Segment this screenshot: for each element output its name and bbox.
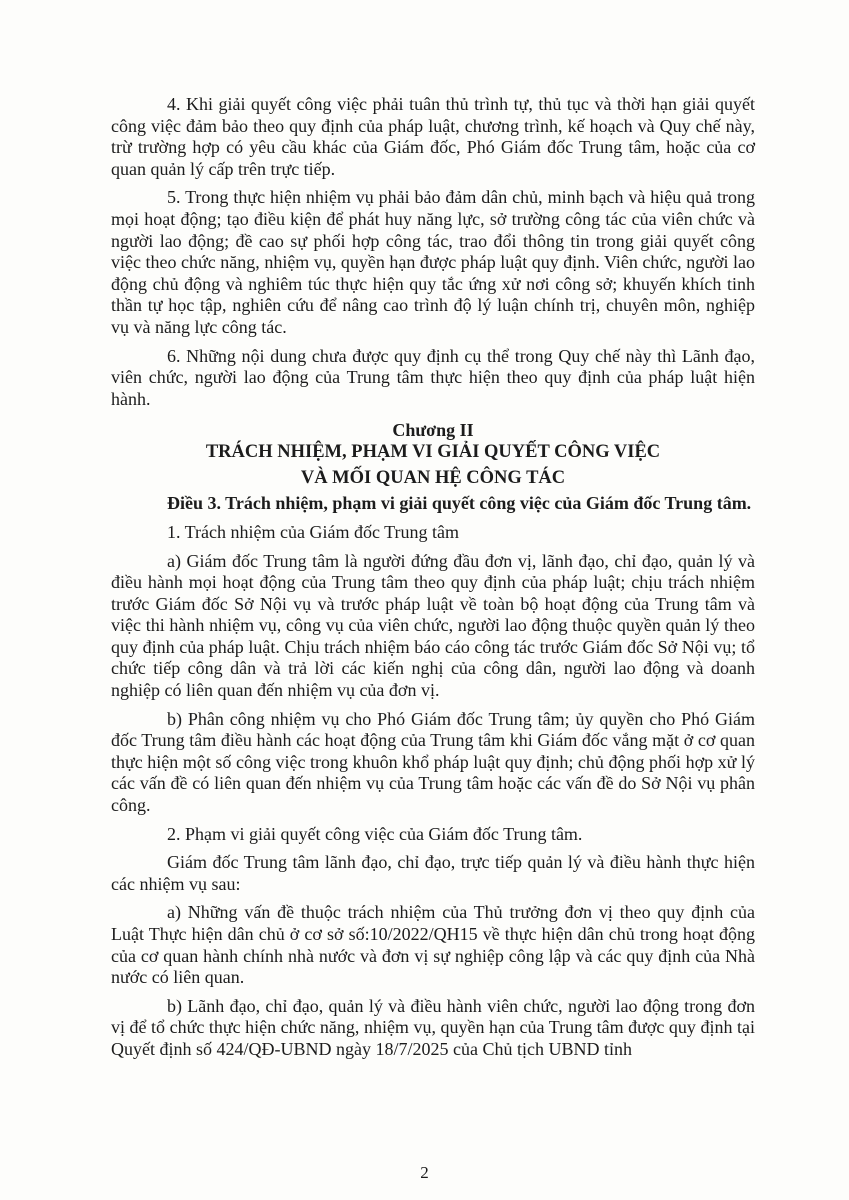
article-3-item-2b: b) Lãnh đạo, chỉ đạo, quản lý và điều hành viên chức, người lao động trong đơn vị để tổ chức thực hiện chức năng, nhiệm vụ, quyền hạn của Trung tâm được quy định tại Quyết định số 424/QĐ-UBND ngày 18/7/2025 của Chủ tịch UBND tỉnh — [111, 995, 755, 1059]
chapter-title-line2: VÀ MỐI QUAN HỆ CÔNG TÁC — [300, 468, 566, 489]
page-number: 2 — [420, 1163, 429, 1182]
paragraph-6: 6. Những nội dung chưa được quy định cụ thể trong Quy chế này thì Lãnh đạo, viên chức, người lao động của Trung tâm thực hiện theo quy định của pháp luật hiện hành. — [111, 345, 755, 409]
chapter-title-line1: TRÁCH NHIỆM, PHẠM VI GIẢI QUYẾT CÔNG VIỆC — [205, 442, 661, 463]
paragraph-4: 4. Khi giải quyết công việc phải tuân thủ trình tự, thủ tục và thời hạn giải quyết công việc đảm bảo theo quy định của pháp luật, chương trình, kế hoạch và Quy chế này, trừ trường hợp có yêu cầu khác của Giám đốc, Phó Giám đốc Trung tâm, hoặc của cơ quan quản lý cấp trên trực tiếp. — [111, 94, 755, 179]
article-3-item-2: 2. Phạm vi giải quyết công việc của Giám đốc Trung tâm. — [167, 823, 583, 844]
article-3-item-1a: a) Giám đốc Trung tâm là người đứng đầu đơn vị, lãnh đạo, chỉ đạo, quản lý và điều hành mọi hoạt động của Trung tâm theo quy định của pháp luật; chịu trách nhiệm trước Giám đốc Sở Nội vụ và trước pháp luật về toàn bộ hoạt động của Trung tâm và việc thi hành nhiệm vụ, công vụ của viên chức, người lao động thuộc quyền quản lý theo quy định của pháp luật. Chịu trách nhiệm báo cáo công tác trước Giám đốc Sở Nội vụ; tổ chức tiếp công dân và trả lời các kiến nghị của công dân, người lao động và doanh nghiệp có liên quan đến nhiệm vụ của đơn vị. — [111, 550, 755, 701]
paragraph-5: 5. Trong thực hiện nhiệm vụ phải bảo đảm dân chủ, minh bạch và hiệu quả trong mọi hoạt động; tạo điều kiện để phát huy năng lực, sở trường công tác của viên chức và người lao động; đề cao sự phối hợp công tác, trao đổi thông tin trong giải quyết công việc theo chức năng, nhiệm vụ, quyền hạn được pháp luật quy định. Viên chức, người lao động chủ động và nghiêm túc thực hiện quy tắc ứng xử nơi công sở; khuyến khích tinh thần tự học tập, nghiên cứu để nâng cao trình độ lý luận chính trị, chuyên môn, nghiệp vụ và năng lực công tác. — [111, 187, 755, 337]
chapter-number: Chương II — [392, 420, 474, 441]
article-3-heading: Điều 3. Trách nhiệm, phạm vi giải quyết công việc của Giám đốc Trung tâm. — [167, 493, 752, 514]
article-3-item-2a: a) Những vấn đề thuộc trách nhiệm của Thủ trưởng đơn vị theo quy định của Luật Thực hiện dân chủ ở cơ sở số:10/2022/QH15 về thực hiện dân chủ trong hoạt động của cơ quan hành chính nhà nước và đơn vị sự nghiệp công lập và các quy định của Nhà nước có liên quan. — [111, 902, 755, 988]
article-3-item-2-intro: Giám đốc Trung tâm lãnh đạo, chỉ đạo, trực tiếp quản lý và điều hành thực hiện các nhiệm vụ sau: — [111, 852, 755, 894]
article-3-item-1b: b) Phân công nhiệm vụ cho Phó Giám đốc Trung tâm; ủy quyền cho Phó Giám đốc Trung tâm điều hành các hoạt động của Trung tâm khi Giám đốc vắng mặt ở cơ quan thực hiện một số công việc trong khuôn khổ pháp luật quy định; chủ động phối hợp xử lý các vấn đề có liên quan đến nhiệm vụ của Trung tâm hoặc các vấn đề do Sở Nội vụ phân công. — [111, 708, 755, 816]
article-3-item-1: 1. Trách nhiệm của Giám đốc Trung tâm — [167, 521, 459, 542]
